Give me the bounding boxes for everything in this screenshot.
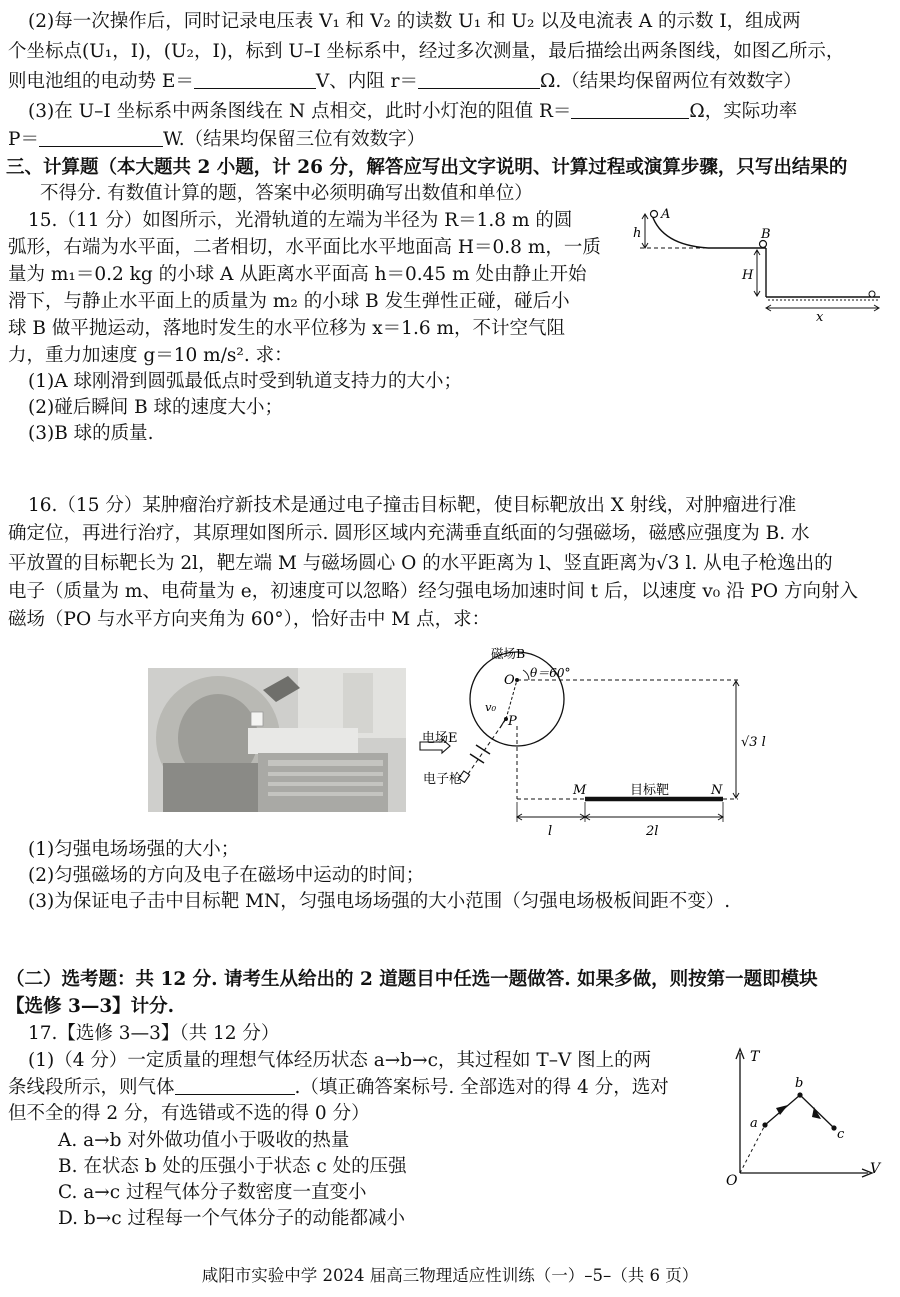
q15-line3: 量为 m₁＝0.2 kg 的小球 A 从距离水平面高 h＝0.45 m 处由静止开始 <box>8 264 587 285</box>
axis-v-label: V <box>870 1161 881 1177</box>
q16-sub2: (2)匀强磁场的方向及电子在磁场中运动的时间； <box>28 865 425 886</box>
q17-option-c[interactable]: C. a→c 过程气体分子数密度一直变小 <box>58 1182 367 1203</box>
point-a <box>762 1122 767 1127</box>
q16-sub3: (3)为保证电子击中目标靶 MN，匀强电场场强的大小范围（匀强电场极板间距不变）. <box>28 891 731 912</box>
label-m: M <box>573 783 587 798</box>
power-answer-blank[interactable] <box>39 128 163 147</box>
q16-line1: 16.（15 分）某肿瘤治疗新技术是通过电子撞击目标靶，使目标靶放出 X 射线，对肿瘤进行准 <box>28 495 797 516</box>
q17-answer-blank[interactable] <box>175 1076 295 1095</box>
q17-line2-start: 条线段所示，则气体 <box>8 1077 175 1098</box>
q2-line1: (2)每一次操作后，同时记录电压表 V₁ 和 V₂ 的读数 U₁ 和 U₂ 以及电流表 A 的示数 I，组成两 <box>28 11 801 32</box>
landing-ball <box>869 291 875 297</box>
point-b <box>797 1092 802 1097</box>
label-big-h: H <box>742 268 754 283</box>
q15-line4: 滑下，与静止水平面上的质量为 m₂ 的小球 B 发生弹性正碰，碰后小 <box>8 291 570 312</box>
label-sqrt3l: √3 l <box>741 735 766 750</box>
q17-option-a[interactable]: A. a→b 对外做功值小于吸收的热量 <box>58 1130 350 1151</box>
label-b: B <box>761 227 771 242</box>
label-n: N <box>711 783 723 798</box>
q17-line1: (1)（4 分）一定质量的理想气体经历状态 a→b→c，其过程如 T–V 图上的两 <box>28 1050 652 1071</box>
point-b-label: b <box>795 1076 804 1091</box>
q3-r-label: (3)在 U–I 坐标系中两条图线在 N 点相交，此时小灯泡的阻值 R＝ <box>28 101 572 122</box>
elective-heading-line2: 【选修 3—3】计分. <box>6 996 175 1017</box>
label-l: l <box>548 824 553 839</box>
q2-unit-note: Ω.（结果均保留两位有效数字） <box>539 71 802 92</box>
q15-sub2: (2)碰后瞬间 B 球的速度大小； <box>28 397 284 418</box>
q3-line2 <box>8 128 425 152</box>
label-target: 目标靶 <box>630 783 670 798</box>
q17-line2 <box>8 1076 669 1100</box>
label-2l: 2l <box>646 824 659 839</box>
section3-heading-line1: 三、计算题（本大题共 2 小题，计 26 分，解答应写出文字说明、计算过程或演算步骤，只写出结果的 <box>6 157 848 178</box>
page-footer: 咸阳市实验中学 2024 届高三物理适应性训练（一）–5–（共 6 页） <box>201 1266 699 1285</box>
label-theta: θ＝60° <box>530 666 571 680</box>
q2-r-label: V、内阻 r＝ <box>315 71 418 92</box>
q16-line2: 确定位，再进行治疗，其原理如图所示. 圆形区域内充满垂直纸面的匀强磁场，磁感应强度为 B. 水 <box>8 523 810 544</box>
q16-line5: 磁场（PO 与水平方向夹角为 60°），恰好击中 M 点，求： <box>8 609 491 630</box>
q16-sub1: (1)匀强电场场强的大小； <box>28 839 240 860</box>
elective-heading-line1: （二）选考题：共 12 分. 请考生从给出的 2 道题目中任选一题做答. 如果多做，则按第一题即模块 <box>6 969 818 990</box>
q2-line2: 个坐标点(U₁，I)，(U₂，I)，标到 U–I 坐标系中，经过多次测量，最后描绘出两条图线，如图乙所示， <box>8 41 845 62</box>
q17-title: 17.【选修 3—3】（共 12 分） <box>28 1023 280 1044</box>
section3-heading-line2: 不得分. 有数值计算的题，答案中必须明确写出数值和单位） <box>40 183 533 204</box>
q2-line3 <box>8 70 802 94</box>
q3-power-label: Ω，实际功率 <box>689 101 798 122</box>
q17-option-d[interactable]: D. b→c 过程每一个气体分子的动能都减小 <box>58 1208 406 1229</box>
q17-line2-end: .（填正确答案标号. 全部选对的得 4 分，选对 <box>294 1077 669 1098</box>
q17-option-b[interactable]: B. 在状态 b 处的压强小于状态 c 处的压强 <box>58 1156 407 1177</box>
photo-illustration <box>148 668 406 812</box>
label-x: x <box>816 310 824 325</box>
q15-line2: 弧形，右端为水平面，二者相切，水平面比水平地面高 H＝0.8 m，一质 <box>8 237 601 258</box>
q16-line3: 平放置的目标靶长为 2l，靶左端 M 与磁场圆心 O 的水平距离为 l、竖直距离为√3 l. 从电子枪逸出的 <box>8 553 833 574</box>
point-c-label: c <box>837 1127 845 1142</box>
ball-a <box>651 211 658 218</box>
r-answer-blank[interactable] <box>418 70 540 89</box>
label-field-e: 电场E <box>422 731 458 746</box>
label-a: A <box>661 207 671 222</box>
q3-p-label: P＝ <box>8 129 39 150</box>
q15-track-diagram <box>630 205 890 325</box>
q15-line6: 力，重力加速度 g＝10 m/s². 求： <box>8 345 293 366</box>
q2-emf-label: 则电池组的电动势 E＝ <box>8 71 194 92</box>
point-a-label: a <box>750 1116 758 1131</box>
label-h: h <box>633 226 642 241</box>
label-electron-gun: 电子枪 <box>423 772 463 787</box>
q3-unit-note: W.（结果均保留三位有效数字） <box>162 129 426 150</box>
label-v0: v₀ <box>485 700 497 714</box>
origin-label: O <box>726 1173 738 1189</box>
point-c <box>831 1125 836 1130</box>
q17-line3: 但不全的得 2 分，有选错或不选的得 0 分） <box>8 1103 370 1124</box>
q15-sub1: (1)A 球刚滑到圆弧最低点时受到轨道支持力的大小； <box>28 371 462 392</box>
q15-sub3: (3)B 球的质量. <box>28 423 154 444</box>
q16-line4: 电子（质量为 m、电荷量为 e，初速度可以忽略）经匀强电场加速时间 t 后，以速度 v₀ 沿 PO 方向射入 <box>8 581 858 602</box>
label-field-b: 磁场B <box>491 646 526 661</box>
q15-line1: 15.（11 分）如图所示，光滑轨道的左端为半径为 R＝1.8 m 的圆 <box>28 210 573 231</box>
treatment-machine-photo <box>148 668 406 812</box>
q3-line1 <box>28 100 797 124</box>
label-o: O <box>504 673 515 688</box>
emf-answer-blank[interactable] <box>194 70 316 89</box>
q16-magnetic-field-diagram <box>422 642 770 842</box>
axis-t-label: T <box>750 1049 760 1065</box>
q15-line5: 球 B 做平抛运动，落地时发生的水平位移为 x＝1.6 m，不计空气阻 <box>8 318 566 339</box>
resistance-answer-blank[interactable] <box>571 100 689 119</box>
label-p: P <box>508 714 517 729</box>
q17-tv-graph <box>718 1045 888 1189</box>
